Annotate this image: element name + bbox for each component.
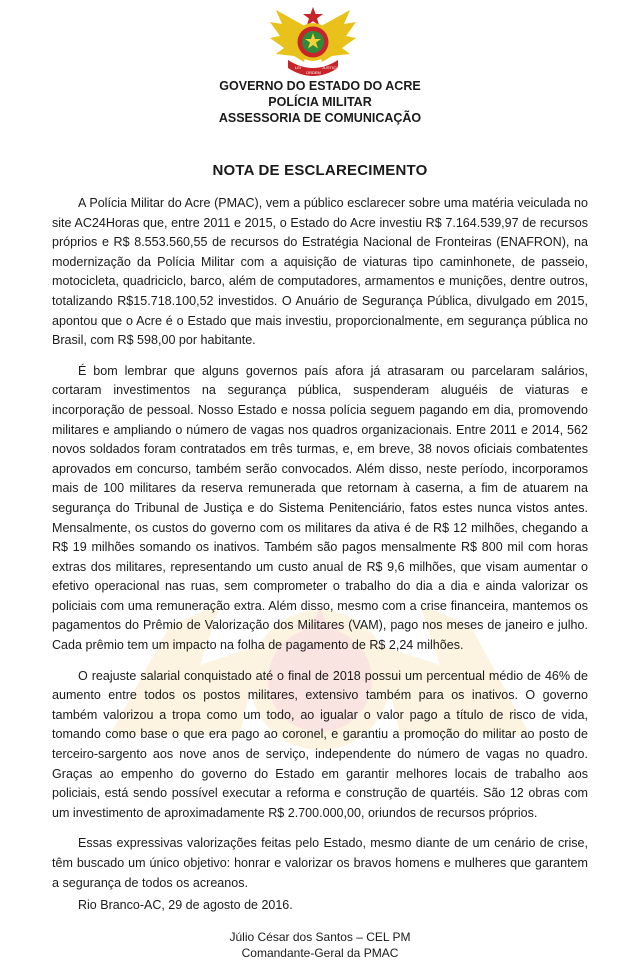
paragraph: Essas expressivas valorizações feitas pelo Estado, mesmo diante de um cenário de crise, têm buscado um único objetivo: honrar e valorizar os bravos homens e mulheres que garantem a segurança de todos os acreanos. [52, 836, 588, 890]
svg-text:LEI: LEI [295, 65, 302, 70]
header-police: POLÍCIA MILITAR [268, 95, 372, 109]
place-date: Rio Branco-AC, 29 de agosto de 2016. [78, 898, 293, 912]
paragraph: A Polícia Militar do Acre (PMAC), vem a público esclarecer sobre uma matéria veiculada no site AC24Horas que, entre 2011 e 2015, o Estado do Acre investiu R$ 7.164.539,97 de recursos próprios e R$ 8.553.560,55 de recursos do Estratégia Nacional de Fronteiras (ENAFRON), na modernização da Polícia Militar com a aquisição de viaturas tipo caminhonete, de passeio, motocicleta, quadriciclo, barco, além de computadores, armamentos e munições, dentre outros, totalizando R$15.718.100,52 investidos. O Anuário de Segurança Pública, divulgado em 2015, apontou que o Acre é o Estado que mais investiu, proporcionalmente, em segurança pública no Brasil, com R$ 598,00 por habitante. [52, 196, 588, 348]
document-body [52, 194, 588, 904]
paragraph: O reajuste salarial conquistado até o final de 2018 possui um percentual médio de 46% de aumento entre todos os postos militares, extensivo também para os inativos. O governo também valorizou a tropa como um todo, ao igualar o valor pago a título de risco de vida, tomando como base o que era pago ao coronel, e garantiu a promoção do militar ao posto de terceiro-sargento aos nove anos de serviço, independente do número de vagas no quadro. Graças ao empenho do governo do Estado em garantir melhores locais de trabalho aos policiais, está sendo possível executar a reforma e construção de quartéis. São 12 obras com um investimento de aproximadamente R$ 2.700.000,00, oriundos de recursos próprios. [52, 668, 588, 820]
signature-name: Júlio César dos Santos – CEL PM [229, 930, 411, 944]
header-department: ASSESSORIA DE COMUNICAÇÃO [218, 111, 422, 125]
signature-block [0, 929, 640, 961]
header-government: GOVERNO DO ESTADO DO ACRE [219, 79, 421, 93]
signature-role: Comandante-Geral da PMAC [241, 946, 399, 960]
svg-text:JUSTIÇA: JUSTIÇA [322, 65, 339, 70]
document-title: NOTA DE ESCLARECIMENTO [212, 162, 428, 179]
paragraph: É bom lembrar que alguns governos país afora já atrasaram ou parcelaram salários, cortaram investimentos na segurança pública, suspenderam aluguéis de viaturas e incorporação de pessoal. Nosso Estado e nossa polícia seguem pagando em dia, promovendo militares e ampliando o número de vagas nos quadros organizacionais. Entre 2011 e 2014, 562 novos soldados foram contratados em três turmas, e, em breve, 38 novos oficiais combatentes aprovados em concurso, também serão convocados. Além disso, neste período, incorporamos mais de 100 militares da reserva remunerada que retornam à caserna, a fim de atuarem na segurança do Tribunal de Justiça e do Sistema Penitenciário, fatos estes nunca vistos antes. Mensalmente, os custos do governo com os militares da ativa é de R$ 12 milhões, chegando a R$ 19 milhões somando os inativos. Também são pagos mensalmente R$ 800 mil com horas extras dos militares, representando um custo anual de R$ 9,6 milhões, que visam aumentar o efetivo operacional nas ruas, sem comprometer o trabalho do dia a dia e ainda valorizar os policiais com uma remuneração extra. Além disso, mesmo com a crise financeira, mantemos os pagamentos do Prêmio de Valorização dos Militares (VAM), pago nos meses de janeiro e julho. Cada prêmio tem um impacto na folha de pagamento de R$ 2,24 milhões. [52, 363, 588, 653]
svg-text:ORDEM: ORDEM [306, 70, 321, 75]
pmac-crest-icon [268, 6, 358, 82]
crest-star-icon [303, 7, 323, 26]
document-header [0, 78, 640, 126]
